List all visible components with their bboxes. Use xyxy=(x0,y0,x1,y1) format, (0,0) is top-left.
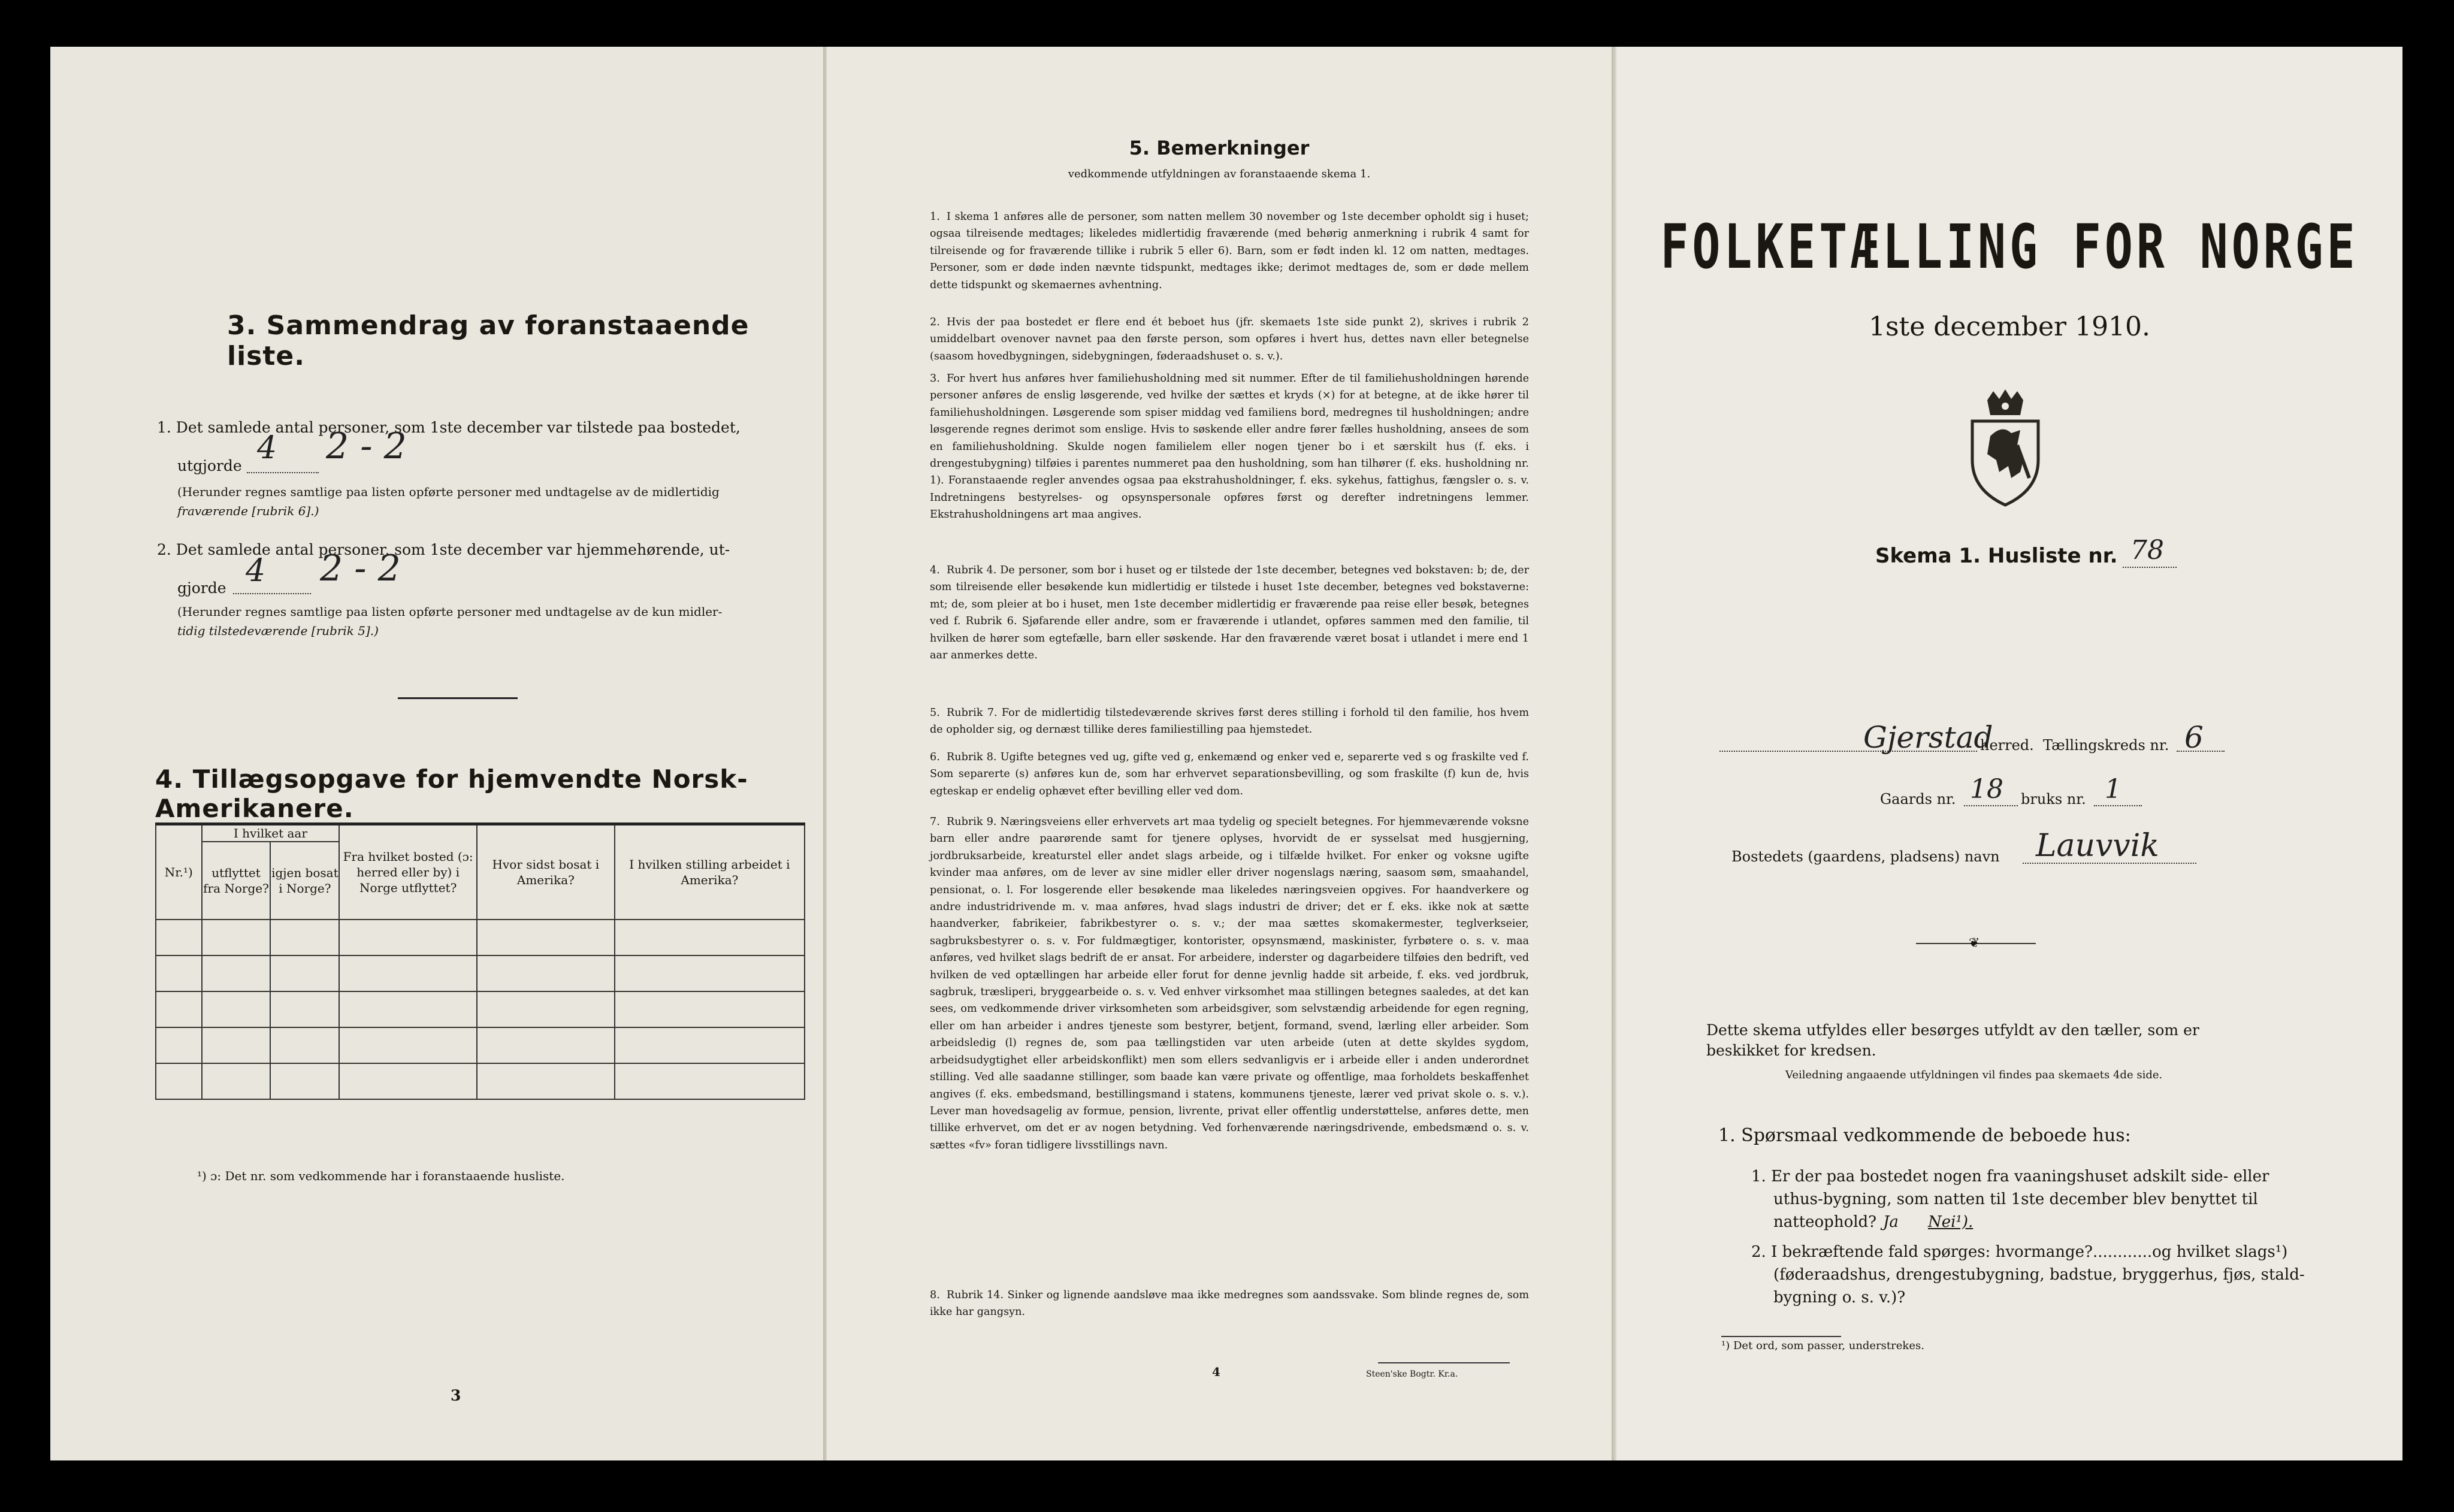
item-2-value: 4 xyxy=(246,553,266,589)
bruks-line xyxy=(2094,805,2142,806)
remarks-subtitle: vedkommende utfyldningen av foranstaaende skema 1. xyxy=(1068,168,1371,180)
item-1-prefix: utgjorde xyxy=(177,457,242,474)
husliste-nr: 78 xyxy=(2130,535,2164,566)
skema-label: Skema 1. Husliste nr. xyxy=(1875,544,2118,568)
gaards-label: Gaards nr. xyxy=(1880,791,1956,808)
col-fra-bosted: Fra hvilket bosted (ɔ: herred eller by) i Norge utflyttet? xyxy=(339,824,477,920)
printer-rule xyxy=(1378,1362,1510,1363)
census-title: FOLKETÆLLING FOR NORGE xyxy=(1660,212,2359,283)
norway-coat-of-arms-icon xyxy=(1960,388,2050,508)
divider xyxy=(398,697,518,699)
item-1-note-1: (Herunder regnes samtlige paa listen opførte personer med undtagelse av de midlertidig xyxy=(177,485,720,499)
census-date: 1ste december 1910. xyxy=(1868,312,2151,342)
right-footnote: ¹) Det ord, som passer, understrekes. xyxy=(1721,1339,1924,1352)
item-1-text: 1. Det samlede antal personer, som 1ste december var tilstede paa bostedet, xyxy=(157,419,741,436)
remarks-title: 5. Bemerkninger xyxy=(1129,137,1310,159)
item-2-handwritten: 2 - 2 xyxy=(320,548,401,589)
bosted-label: Bostedets (gaardens, pladsens) navn xyxy=(1731,848,2000,865)
item-2-note-1: (Herunder regnes samtlige paa listen opførte personer med undtagelse av de kun midler- xyxy=(177,604,723,619)
instruction-line-1: Dette skema utfyldes eller besørges utfyldt av den tæller, som er xyxy=(1706,1021,2199,1039)
table-footnote: ¹) ɔ: Det nr. som vedkommende har i foranstaaende husliste. xyxy=(197,1169,565,1183)
husliste-line xyxy=(2123,567,2177,568)
section-3-title: 3. Sammendrag av foranstaaende liste. xyxy=(227,310,750,371)
remark-5: 5. Rubrik 7. For de midlertidig tilstedeværende skrives først deres stilling i forhold til den familie, hos hvem de opholder sig, og dernæst tillike deres familiestilling paa hjemstedet. xyxy=(930,707,1529,736)
remark-4: 4. Rubrik 4. De personer, som bor i huset og er tilstede der 1ste december, betegnes ved bokstaven: b; de, der som tilreisende eller besøkende kun midlertidig er tilstede i huset 1ste december, betegnes ved bokstaverne: mt; de, som pleier at bo i huset, men 1ste december midlertidig er fraværende paa reise eller besøk, betegnes ved f. Rubrik 6. Sjøfarende eller andre, som er fraværende i utlandet, opføres sammen med den familie, til hvilken de hører som egtefælle, barn eller søskende. Har den fraværende været bosat i utlandet i mere end 1 aar anmerkes dette. xyxy=(930,564,1529,662)
question-1-nei: Nei¹). xyxy=(1928,1213,1974,1231)
question-1-ja: Ja xyxy=(1883,1213,1899,1231)
question-2-line-1: 2. I bekræftende fald spørges: hvormange?............og hvilket slags¹) xyxy=(1751,1243,2288,1261)
remark-7: 7. Rubrik 9. Næringsveiens eller erhvervets art maa tydelig og specielt betegnes. For hjemmeværende voksne barn eller andre paarørende samt for tjenere oplyses, hvorvidt de er sysselsat med husgjerning, jordbruksarbeide, kreaturstel eller andet slags arbeide, og i tilfælde hvilket. For enker og voksne ugifte kvinder maa anføres, om de lever av sine midler eller driver nogenslags næring, saasom søm, smaahandel, pensionat, o. l. For losgerende eller besøkende maa likeledes næringsveien opgives. For haandverkere og andre industridrivende m. v. maa anføres, hvad slags industri de driver; det er f. eks. ikke nok at sætte haandverker, fabrikeier, fabrikbestyrer o. s. v.; der maa sættes skomakermester, teglverkseier, sagbruksbestyrer o. s. v. For fuldmægtiger, kontorister, opsynsmænd, maskinister, fyrbøtere o. s. v. maa anføres, ved hvilket slags bedrift de er ansat. For arbeidere, inderster og dagarbeidere tilføies den bedrift, ved hvilken de ved optællingen har arbeide eller forut for denne jevnlig hadde sit arbeide, f. eks. ved jordbruk, sagbruk, træsliperi, bryggearbeide o. s. v. Ved enhver virksomhet maa stillingen betegnes saaledes, at det kan sees, om vedkommende driver virksomheten som arbeidsgiver, som selvstændig arbeidende for egen regning, eller om han arbeider i andres tjeneste som bestyrer, betjent, formand, svend, lærling eller arbeider. Som arbeidsledig (l) regnes de, som paa tællingstiden var uten arbeide (uten at dette skyldes sygdom, arbeidsudygtighet eller arbeidskonflikt) men som ellers sedvanligvis er i arbeide eller i anden underordnet stilling. Ved alle saadanne stillinger, som baade kan være private og offentlige, maa forholdets beskaffenhet angives (f. eks. embedsmand, bestillingsmand i statens, kommunens tjeneste, lærer ved privat skole o. s. v.). Lever man hovedsagelig av formue, pension, livrente, privat eller offentlig understøttelse, anføres dette, men tillike erhvervet, om det er av nogen betydning. Ved forhenværende næringsdrivende, embedsmænd o. s. v. sættes «fv» foran tidligere livsstillings navn. xyxy=(930,816,1529,1151)
remark-6: 6. Rubrik 8. Ugifte betegnes ved ug, gifte ved g, enkemænd og enker ved e, separerte ved s og fraskilte ved f. Som separerte (s) anføres kun de, som har erhvervet separationsbevilling, og som fraskilte (f) kun de, hvis egteskap er endelig ophævet efter bevilling eller ved dom. xyxy=(930,751,1529,797)
remark-1: 1. I skema 1 anføres alle de personer, som natten mellem 30 november og 1ste december opholdt sig i huset; ogsaa tilreisende medtages; likeledes midlertidig fraværende (med behørig anmerkning i rubrik 4 samt for tilreisende og for fraværende tillike i rubrik 5 eller 6). Barn, som er født inden kl. 12 om natten, medtages. Personer, som er døde inden nævnte tidspunkt, medtages ikke; derimot medtages de, som er døde mellem dette tidspunkt og skemaernes avhentning. xyxy=(930,211,1529,291)
col-igjen-bosat: igjen bosat i Norge? xyxy=(270,842,339,920)
page-number-4: 4 xyxy=(1212,1365,1220,1379)
col-hvor-bosat: Hvor sidst bosat i Amerika? xyxy=(477,824,615,920)
page-middle xyxy=(827,47,1612,1460)
norsk-amerikanere-table xyxy=(155,822,805,1100)
table-row xyxy=(156,955,805,991)
item-2-text: 2. Det samlede antal personer, som 1ste december var hjemmehørende, ut- xyxy=(157,541,730,558)
col-stilling: I hvilken stilling arbeidet i Amerika? xyxy=(615,824,805,920)
table-row xyxy=(156,1063,805,1099)
item-1-value: 4 xyxy=(257,430,277,466)
gaards-value: 18 xyxy=(1970,774,2003,805)
footnote-rule xyxy=(1721,1336,1841,1337)
printer-imprint: Steen'ske Bogtr. Kr.a. xyxy=(1366,1369,1458,1379)
question-2-line-3: bygning o. s. v.)? xyxy=(1773,1289,1906,1307)
question-1-line-3: natteophold? xyxy=(1773,1213,1877,1231)
gaards-line xyxy=(1964,805,2018,806)
questions-heading: 1. Spørsmaal vedkommende de beboede hus: xyxy=(1718,1125,2131,1146)
question-1-line-2: uthus-bygning, som natten til 1ste december blev benyttet til xyxy=(1773,1190,2258,1208)
page-number-3: 3 xyxy=(451,1387,461,1404)
question-1-line-1: 1. Er der paa bostedet nogen fra vaaningshuset adskilt side- eller xyxy=(1751,1168,2269,1186)
table-row xyxy=(156,991,805,1027)
kreds-value: 6 xyxy=(2184,720,2204,755)
fold-right xyxy=(1612,47,1616,1460)
table-row xyxy=(156,1027,805,1063)
guidance-note: Veiledning angaaende utfyldningen vil findes paa skemaets 4de side. xyxy=(1785,1069,2163,1081)
question-2-line-2: (føderaadshus, drengestubygning, badstue, bryggerhus, fjøs, stald- xyxy=(1773,1266,2305,1284)
remark-2: 2. Hvis der paa bostedet er flere end ét beboet hus (jfr. skemaets 1ste side punkt 2), skrives i rubrik 2 umiddelbart ovenover navnet paa den første person, som opføres i hvert hus, dettes navn eller betegnelse (saasom hovedbygningen, sidebygningen, føderaadshuset o. s. v.). xyxy=(930,316,1529,362)
instruction-line-2: beskikket for kredsen. xyxy=(1706,1042,1876,1059)
item-2-prefix: gjorde xyxy=(177,579,226,597)
herred-label: herred. xyxy=(1980,737,2034,754)
item-1-dotted-line xyxy=(247,472,319,473)
remark-8: 8. Rubrik 14. Sinker og lignende aandsløve maa ikke medregnes som aandssvake. Som blinde regnes de, som ikke har gangsyn. xyxy=(930,1289,1529,1319)
bosted-value: Lauvvik xyxy=(2036,828,2159,864)
item-2-dotted-line xyxy=(233,593,311,594)
kreds-label: Tællingskreds nr. xyxy=(2043,737,2169,754)
col-utflyttet: utflyttet fra Norge? xyxy=(202,842,271,920)
page-left xyxy=(50,47,823,1460)
item-1-handwritten: 2 - 2 xyxy=(326,425,407,467)
item-2-note-2: tidig tilstedeværende [rubrik 5].) xyxy=(177,624,379,638)
col-nr: Nr.¹) xyxy=(156,824,202,920)
page-right xyxy=(1616,47,2402,1460)
bruks-label: bruks nr. xyxy=(2021,791,2086,808)
bruks-value: 1 xyxy=(2105,774,2121,805)
ornament-icon: ❦ xyxy=(1969,936,1980,951)
col-group-year: I hvilket aar xyxy=(202,824,340,842)
section-4-title: 4. Tillægsopgave for hjemvendte Norsk-Amerikanere. xyxy=(155,764,748,823)
herred-value: Gjerstad xyxy=(1863,720,1993,755)
item-1-note-2: fraværende [rubrik 6].) xyxy=(177,504,319,518)
remark-3: 3. For hvert hus anføres hver familiehusholdning med sit nummer. Efter de til familiehusholdningen hørende personer anføres de enslig løsgerende, ved hvilke der sættes et kryds (×) for at betegne, at de ikke hører til familiehusholdningen. Løsgerende som spiser middag ved familiens bord, medregnes til husholdningen; andre løsgerende regnes derimot som enslige. Hvis to søskende eller andre fører fælles husholdning, ansees de som en familiehusholdning. Skulde nogen familielem eller nogen tjener bo i et særskilt hus (f. eks. i drengestubygning) tilføies i parentes nummeret paa den husholdning, som han tilhører (f. eks. husholdning nr. 1). Foranstaaende regler anvendes ogsaa paa ekstrahusholdninger, f. eks. sykehus, fattighus, fængsler o. s. v. Indretningens bestyrelses- og opsynspersonale opføres først og derefter indretningens lemmer. Ekstrahusholdningens art maa angives. xyxy=(930,373,1529,521)
table-row xyxy=(156,920,805,955)
